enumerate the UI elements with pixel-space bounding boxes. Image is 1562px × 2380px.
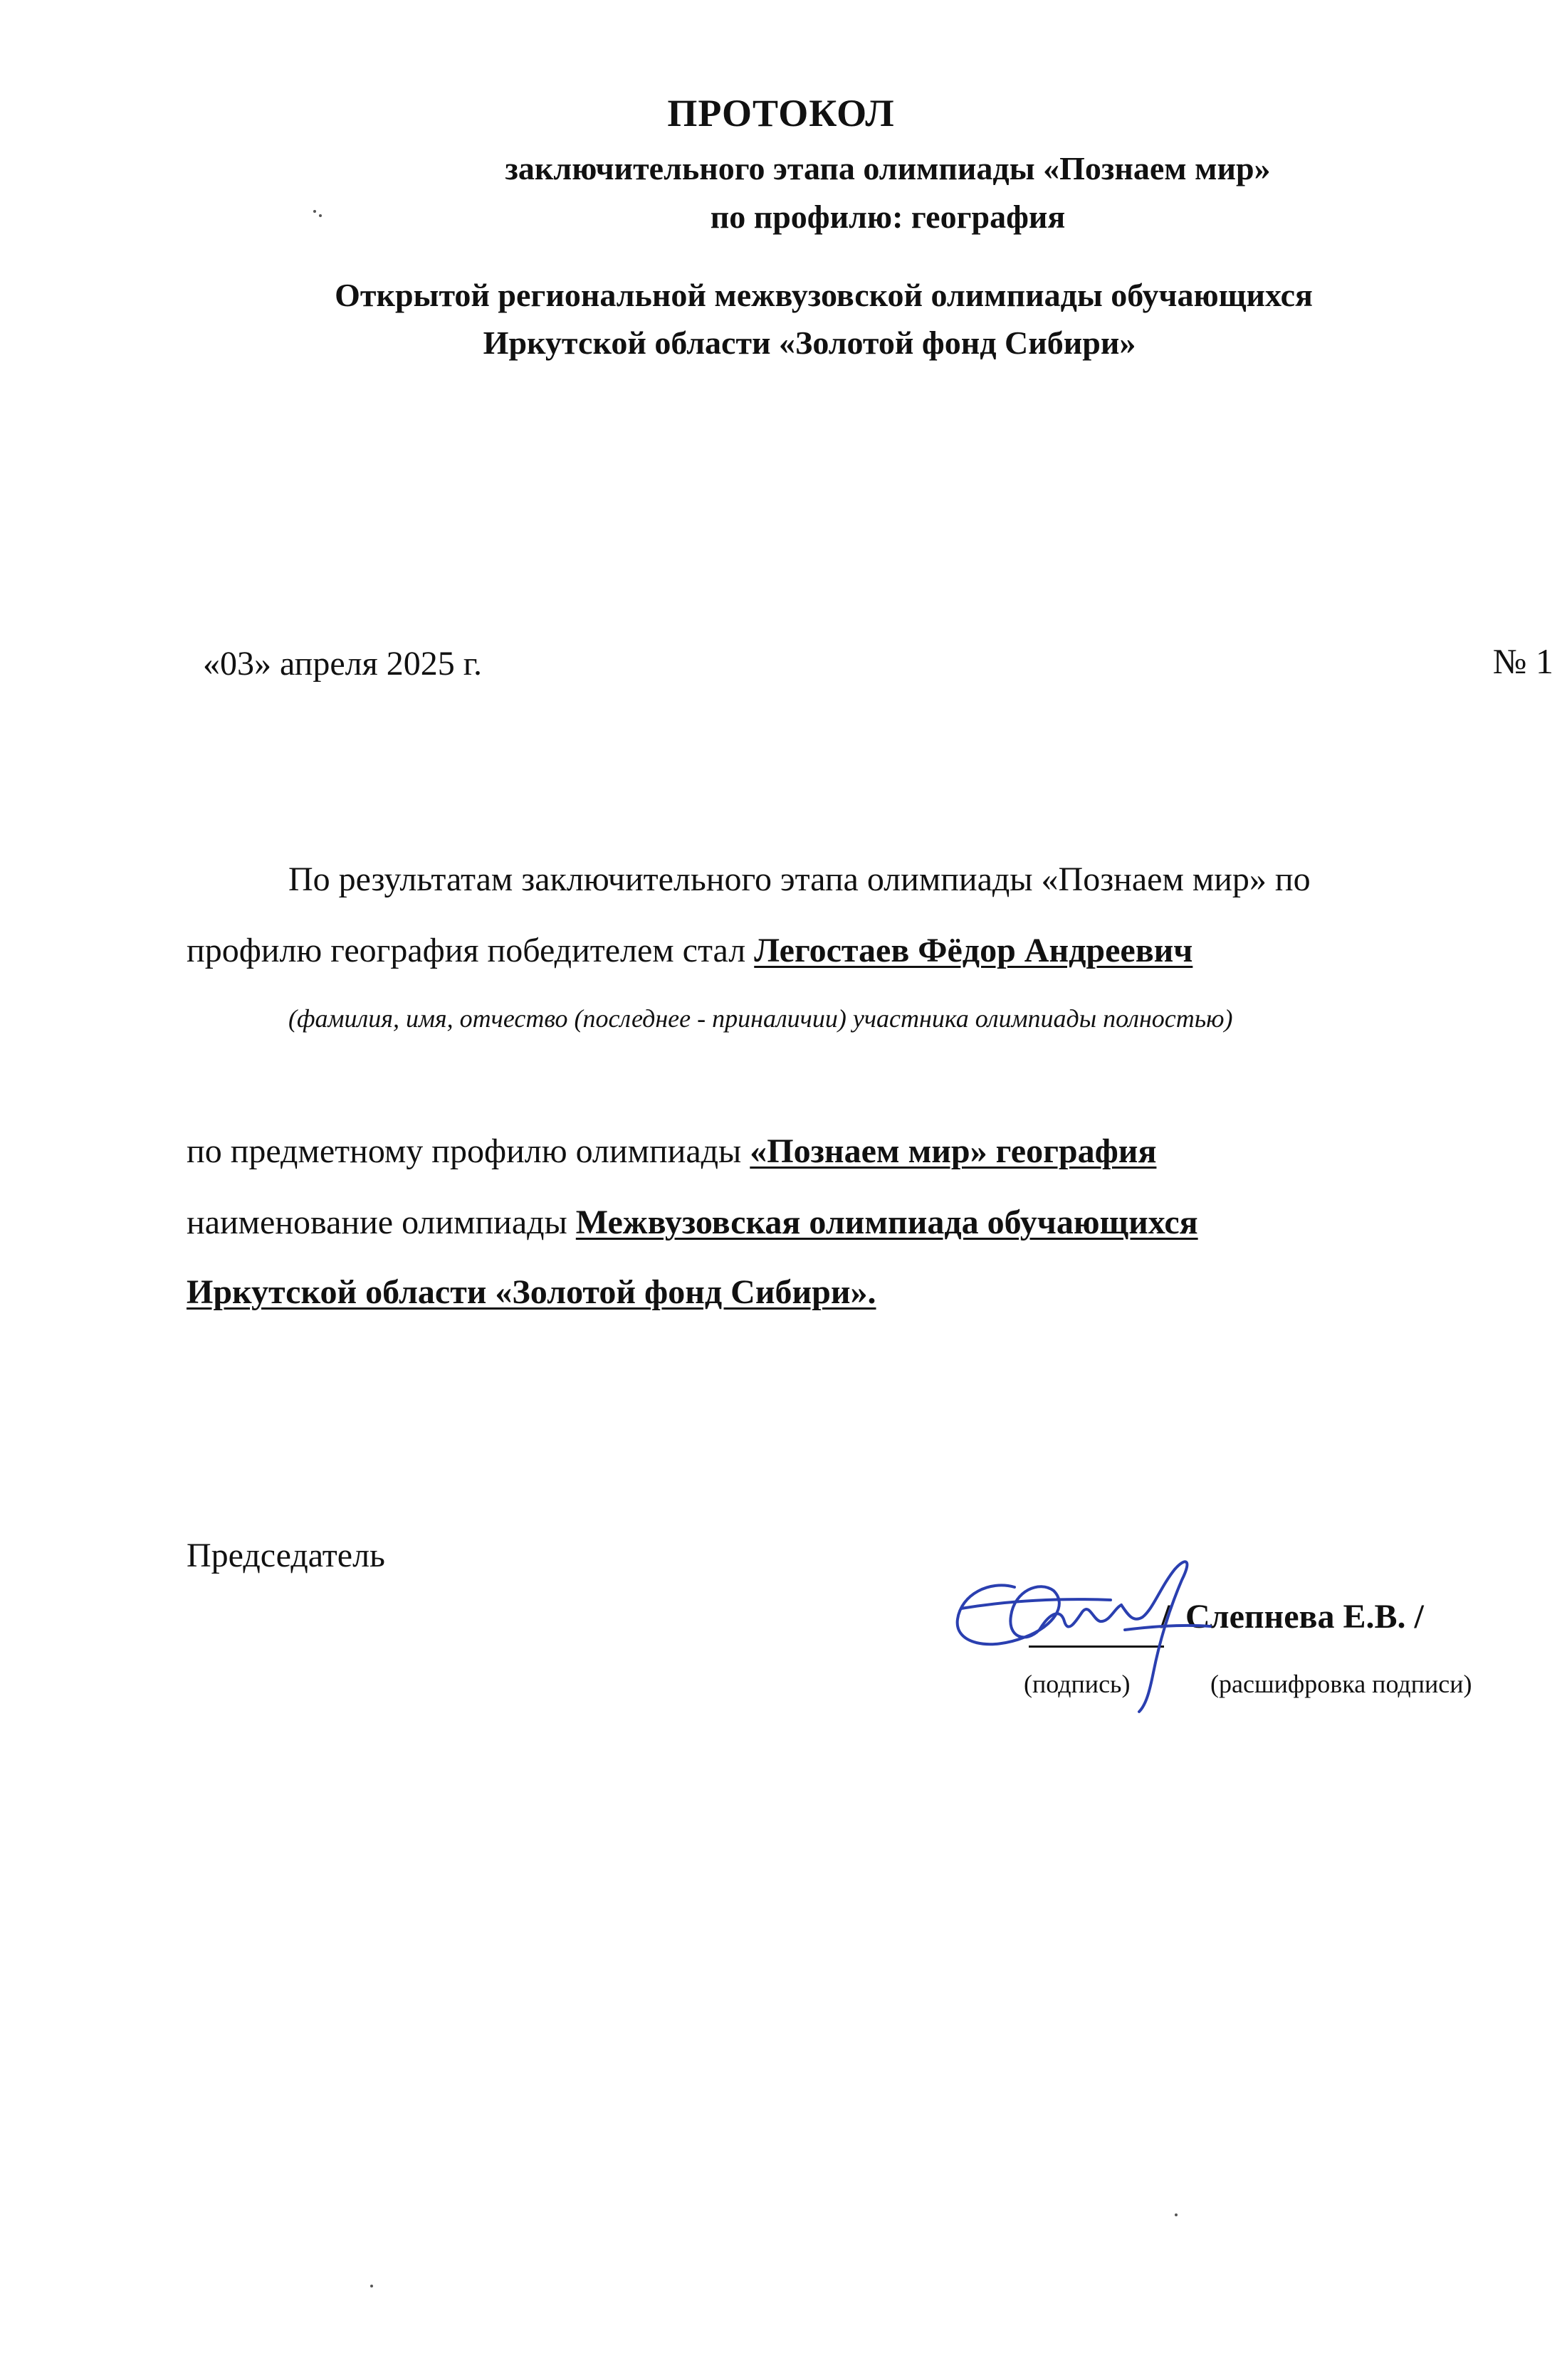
winner-name-hint: (фамилия, имя, отчество (последнее - приналичии) участника олимпиады полностью) [288,1004,1233,1033]
olympiad-name-part-2: Иркутской области «Золотой фонд Сибири». [187,1273,876,1311]
winner-prefix: профилю география победителем стал [187,932,755,969]
organization-line-2: Иркутской области «Золотой фонд Сибири» [483,325,1136,361]
result-text-line-1: По результатам заключительного этапа олимпиады «Познаем мир» по [288,860,1311,898]
profile-subtitle: по профилю: география [710,199,1066,235]
olympiad-name-part-1: Межвузовская олимпиада обучающихся [575,1204,1198,1241]
olympiad-prefix: наименование олимпиады [187,1204,576,1241]
olympiad-name-line-2 [187,1273,876,1312]
scan-speck [370,2285,373,2287]
organization-line-1: Открытой региональной межвузовской олимпиады обучающихся [335,277,1313,313]
signer-name: Слепнева Е.В. / [1185,1598,1424,1636]
protocol-date: «03» апреля 2025 г. [203,645,482,683]
scan-speck [319,214,322,217]
subject-value: «Познаем мир» география [750,1132,1157,1170]
stage-subtitle: заключительного этапа олимпиады «Познаем мир» [505,150,1271,186]
result-text-line-2 [187,931,1193,970]
subject-prefix: по предметному профилю олимпиады [187,1132,750,1170]
subject-line [187,1132,1156,1171]
chairman-label: Председатель [187,1537,385,1574]
olympiad-name-line-1 [187,1203,1198,1242]
protocol-number: № 1 [1492,641,1553,681]
winner-name: Легостаев Фёдор Андреевич [754,932,1193,969]
scan-speck [1175,2213,1178,2216]
handwritten-signature [947,1537,1246,1715]
decode-caption: (расшифровка подписи) [1210,1670,1472,1698]
scan-speck [313,210,316,213]
signature-caption: (подпись) [1024,1670,1131,1698]
document-title: ПРОТОКОЛ [667,92,895,135]
signature-slash: / [1160,1598,1170,1636]
